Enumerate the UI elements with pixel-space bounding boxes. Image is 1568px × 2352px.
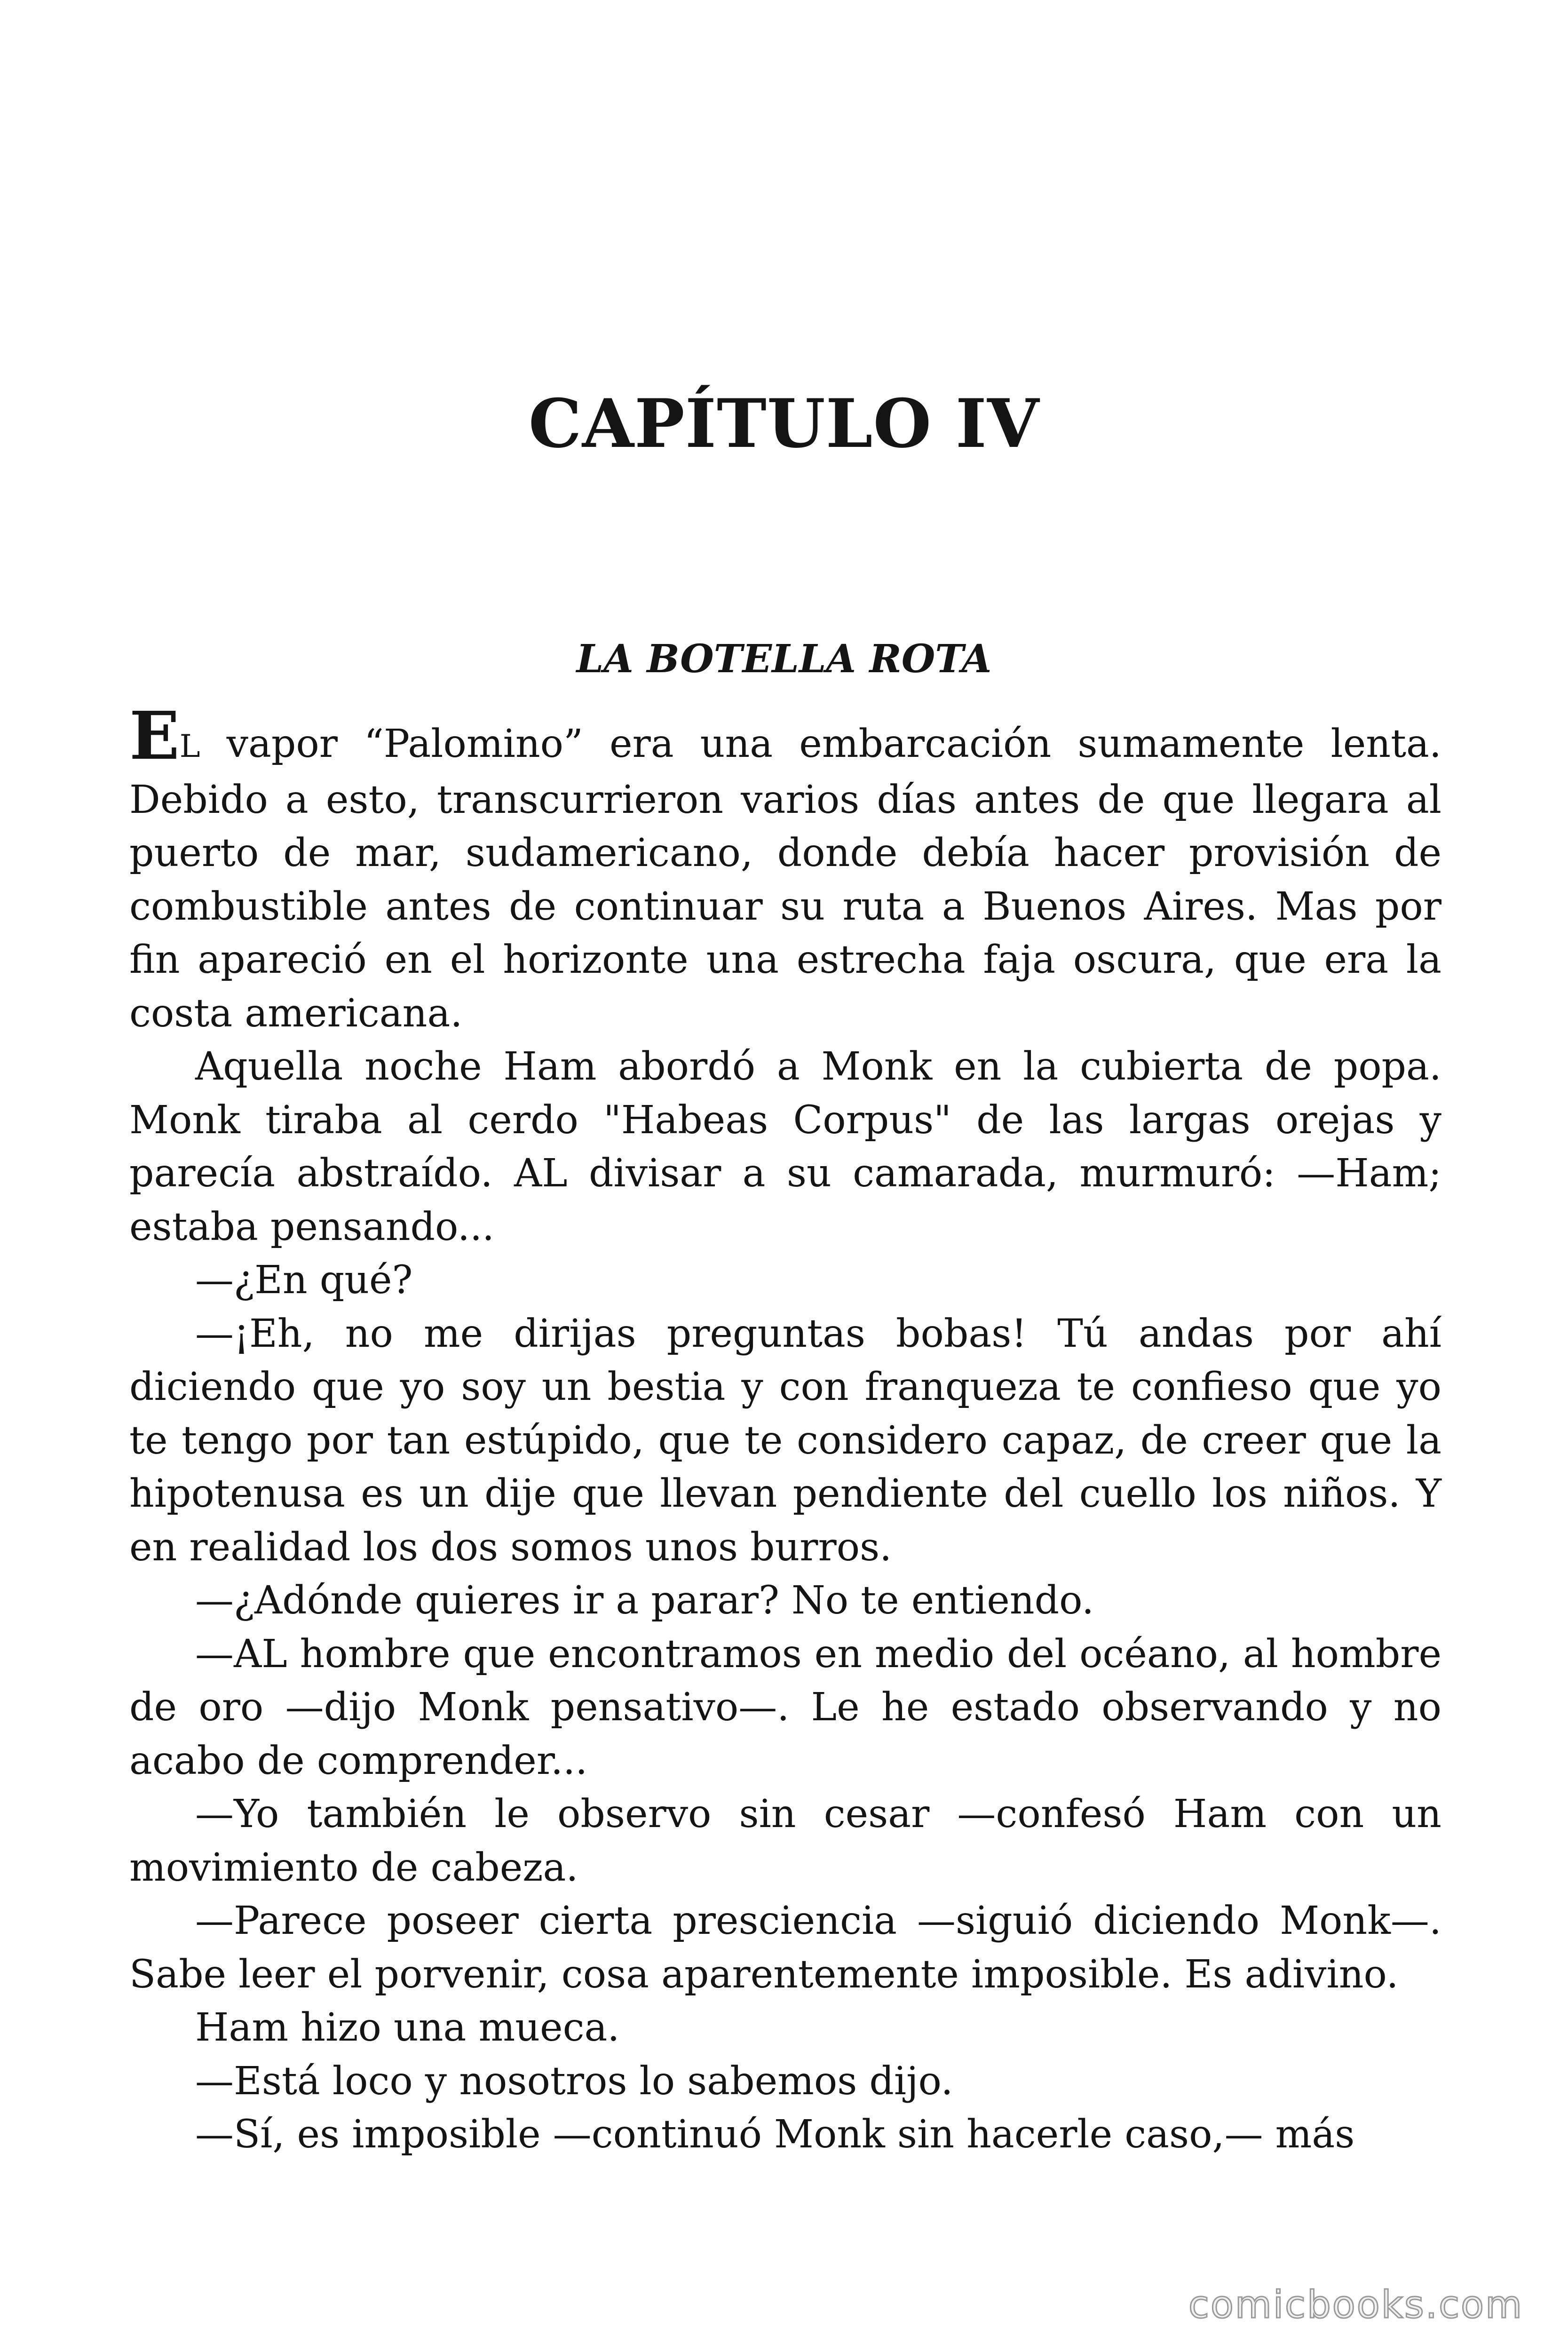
paragraph-2: Aquella noche Ham abordó a Monk en la cubierta de popa. Monk tiraba al cerdo "Habeas Corpus" de las largas orejas y parecía abstraído. AL divisar a su camarada, murmuró: —Ham; estaba pensando... [129,1044,1441,1249]
watermark-logo: comicbooks.com [1188,2283,1523,2327]
paragraph-1 [129,698,1441,1040]
paragraph-5: —¿Adónde quieres ir a parar? No te entiendo. [195,1578,1094,1623]
paragraph-4: —¡Eh, no me dirijas preguntas bobas! Tú andas por ahí diciendo que yo soy un bestia y con franqueza te confieso que yo te tengo por tan estúpido, que te considero capaz, de creer que la hipotenusa es un dije que llevan pendiente del cuello los niños. Y en realidad los dos somos unos burros. [129,1311,1441,1570]
section-title: LA BOTELLA ROTA [576,636,992,682]
paragraph-9: Ham hizo una mueca. [195,2005,620,2050]
small-cap: L [179,728,200,764]
paragraph-10: —Está loco y nosotros lo sabemos dijo. [195,2058,953,2104]
paragraph-1-text: vapor “Palomino” era una embarcación sumamente lenta. Debido a esto, transcurrieron varios días antes de que llegara al puerto de mar, sudamericano, donde debía hacer provisión de combustible antes de continuar su ruta a Buenos Aires. Mas por fin apareció en el horizonte una estrecha faja oscura, que era la costa americana. [129,722,1441,1036]
paragraph-3: —¿En qué? [195,1258,413,1303]
drop-cap: E [129,698,180,775]
paragraph-8: —Parece poseer cierta presciencia —siguió diciendo Monk—. Sabe leer el porvenir, cosa aparentemente imposible. Es adivino. [129,1899,1441,1997]
paragraph-11: —Sí, es imposible —continuó Monk sin hacerle caso,— más [195,2112,1355,2157]
chapter-title: CAPÍTULO IV [528,385,1040,463]
paragraph-6: —AL hombre que encontramos en medio del océano, al hombre de oro —dijo Monk pensativo—. Le he estado observando y no acabo de comprender... [129,1631,1441,1783]
body-text [129,698,1441,2161]
paragraph-7: —Yo también le observo sin cesar —confesó Ham con un movimiento de cabeza. [129,1792,1441,1890]
